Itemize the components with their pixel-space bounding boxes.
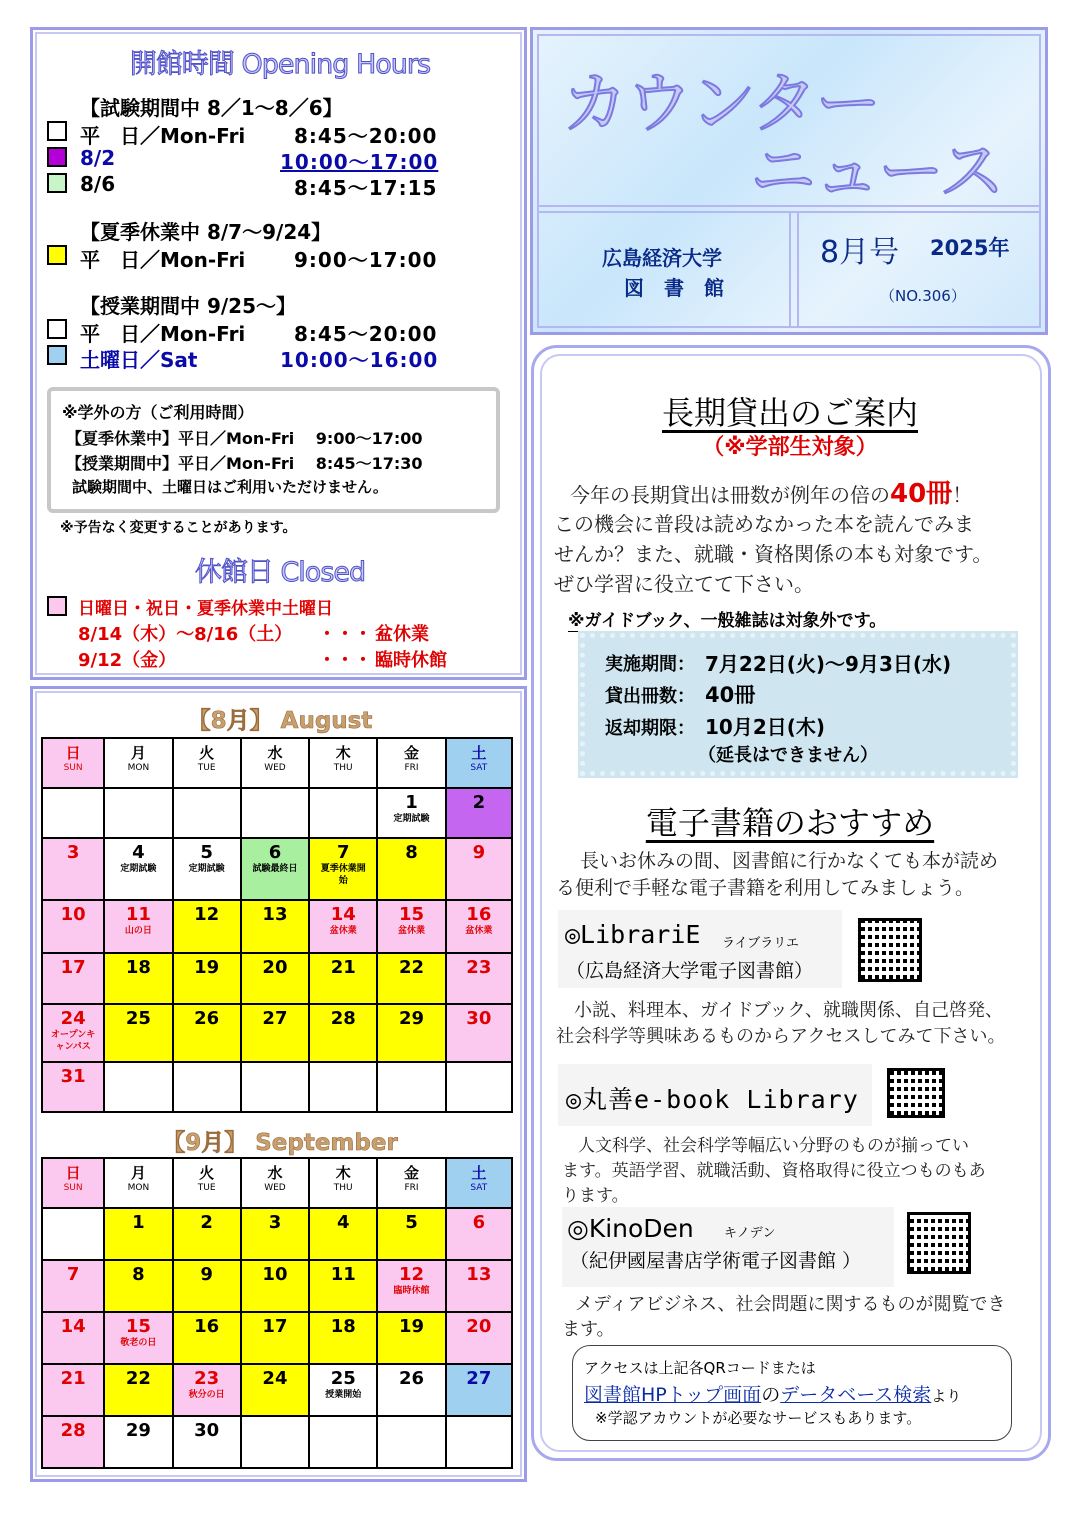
day-number: 13 [262, 904, 288, 925]
calendar-day [241, 1364, 309, 1416]
day-label: 盆休業 [398, 926, 426, 936]
calendar-day [173, 1364, 241, 1416]
swatch-yellow [47, 245, 67, 265]
day-number: 16 [466, 904, 492, 925]
org-library: 図 書 館 [624, 276, 724, 300]
closed-line3-reason: 臨時休館 [375, 650, 447, 671]
weekday-jp: 水 [267, 1164, 283, 1182]
kinoden-qr-code[interactable] [907, 1212, 971, 1274]
calendar-day [446, 1312, 512, 1364]
exam-8-2-label: 8/2 [80, 146, 116, 170]
loan-period: 7月22日(火)～9月3日(水) [705, 652, 952, 676]
day-number: 15 [398, 904, 425, 925]
day-number: 12 [194, 904, 220, 925]
calendar-day [42, 1062, 104, 1112]
loan-due: 10月2日(木) [705, 715, 826, 739]
maruzen-desc-3: ります。 [562, 1186, 629, 1206]
summer-heading: 【夏季休業中 8/7～9/24】 [80, 220, 332, 244]
calendar-day [241, 900, 309, 953]
exam-weekday-time: 8:45～20:00 [294, 124, 438, 148]
calendar-day [377, 953, 445, 1004]
day-number: 11 [125, 904, 151, 925]
calendar-day [42, 1416, 104, 1468]
swatch-pink [47, 596, 67, 616]
day-label: 試験最終日 [252, 864, 298, 874]
closed-title: 休館日 Closed [194, 557, 366, 588]
database-search-link[interactable]: データベース検索 [780, 1384, 932, 1406]
calendar-day [173, 1260, 241, 1312]
issue-year: 2025年 [930, 236, 1010, 260]
calendar-day [377, 1260, 445, 1312]
ebook-intro-2: る便利で手軽な電子書籍を利用してみましょう。 [556, 877, 975, 899]
class-weekday-label: 平 日／Mon-Fri [80, 322, 246, 346]
weekday-header [377, 738, 445, 788]
day-number: 7 [336, 842, 350, 863]
summer-weekday-time: 9:00～17:00 [294, 248, 438, 272]
calendar-day [173, 1208, 241, 1260]
issue-number: （NO.306） [880, 287, 966, 305]
day-label: 山の日 [124, 926, 152, 936]
weekday-header [104, 1158, 172, 1208]
calendar-day [377, 1364, 445, 1416]
calendar-day [309, 1364, 377, 1416]
calendar-day [377, 1416, 445, 1468]
loan-para-4: ぜひ学習に役立てて下さい。 [554, 572, 814, 596]
exam-period-heading: 【試験期間中 8／1～8／6】 [80, 96, 343, 120]
day-number: 14 [60, 1316, 86, 1337]
day-number: 5 [405, 1212, 418, 1233]
title-line2: ニュース [750, 133, 1003, 210]
calendar-day [309, 953, 377, 1004]
weekday-jp: 水 [267, 744, 283, 762]
day-number: 28 [330, 1008, 356, 1029]
swatch-white-2 [47, 319, 67, 339]
day-number: 3 [268, 1212, 282, 1233]
calendar-day [173, 953, 241, 1004]
day-label: 秋分の日 [188, 1390, 225, 1400]
calendar-day [446, 1062, 512, 1112]
day-label: 盆休業 [465, 926, 493, 936]
loan-period-label: 実施期間： [605, 654, 695, 675]
day-number: 8 [132, 1264, 145, 1285]
calendar-day [42, 838, 104, 900]
day-label: 臨時休館 [393, 1286, 430, 1296]
calendar-day [241, 1062, 309, 1112]
day-number: 28 [60, 1420, 86, 1441]
closed-line1: 日曜日・祝日・夏季休業中土曜日 [78, 599, 333, 619]
day-number: 1 [405, 792, 418, 813]
org-name: 広島経済大学 [602, 246, 722, 270]
access-line2 [584, 1380, 961, 1407]
day-number: 6 [268, 842, 282, 863]
day-number: 4 [336, 1212, 350, 1233]
calendar-day [241, 1260, 309, 1312]
calendar-day [309, 1260, 377, 1312]
day-number: 12 [398, 1264, 425, 1285]
day-number: 26 [194, 1008, 220, 1029]
class-heading: 【授業期間中 9/25～】 [80, 294, 297, 318]
loan-due-note: （延長はできません） [698, 745, 878, 766]
class-sat-label: 土曜日／Sat [80, 348, 198, 372]
day-number: 18 [125, 957, 151, 978]
day-label: 定期試験 [188, 864, 225, 874]
kinoden-kana: キノデン [724, 1226, 776, 1241]
weekday-jp: 木 [335, 1164, 351, 1182]
september-calendar [41, 1157, 513, 1469]
ebook-title: 電子書籍のおすすめ [645, 804, 935, 842]
weekday-header [309, 738, 377, 788]
librarie-desc-2: 社会科学等興味あるものからアクセスしてみて下さい。 [556, 1026, 1006, 1047]
day-number: 20 [262, 957, 288, 978]
weekday-header [241, 738, 309, 788]
calendar-day [377, 838, 445, 900]
calendar-day [104, 1364, 172, 1416]
calendar-day [42, 788, 104, 838]
librarie-kana: ライブラリエ [722, 936, 799, 951]
weekday-header [104, 738, 172, 788]
loan-exclusion-note: ※ガイドブック、一般雑誌は対象外です。 [568, 606, 896, 632]
day-number: 10 [262, 1264, 288, 1285]
access-end: より [931, 1387, 962, 1405]
calendar-day [241, 788, 309, 838]
access-line3: ※学認アカウントが必要なサービスもあります。 [595, 1409, 922, 1427]
class-sat-time: 10:00～16:00 [280, 348, 439, 372]
librarie-qr-code[interactable] [858, 918, 922, 982]
closed-line3-dots: ・・・・ [318, 650, 390, 671]
kinoden-desc-1: メディアビジネス、社会問題に関するものが閲覧でき [575, 1294, 1006, 1315]
day-label: 授業開始 [325, 1390, 362, 1400]
calendar-day [104, 1312, 172, 1364]
weekday-en: MON [127, 1183, 150, 1193]
weekday-jp: 金 [404, 744, 420, 762]
swatch-white [47, 121, 67, 141]
calendar-day [377, 1312, 445, 1364]
calendar-day [377, 1062, 445, 1112]
calendar-day [104, 1208, 172, 1260]
calendar-day [309, 1062, 377, 1112]
calendar-day [446, 900, 512, 953]
weekday-header [377, 1158, 445, 1208]
outside-users-line3: 試験期間中、土曜日はご利用いただけません。 [72, 478, 388, 496]
weekday-jp: 土 [471, 744, 487, 762]
day-number: 29 [398, 1008, 425, 1029]
calendar-day [104, 1004, 172, 1062]
day-number: 19 [194, 957, 220, 978]
access-mid: の [761, 1384, 781, 1406]
day-number: 6 [472, 1212, 486, 1233]
maruzen-desc-1: 人文科学、社会科学等幅広い分野のものが揃ってい [578, 1136, 969, 1156]
day-number: 1 [132, 1212, 145, 1233]
day-number: 25 [330, 1368, 356, 1389]
day-number: 18 [330, 1316, 356, 1337]
calendar-day [104, 1416, 172, 1468]
day-label: 盆休業 [329, 926, 357, 936]
weekday-en: SUN [63, 763, 83, 773]
weekday-header [241, 1158, 309, 1208]
swatch-violet [47, 147, 67, 167]
calendar-day [104, 788, 172, 838]
day-number: 8 [405, 842, 418, 863]
weekday-jp: 日 [65, 1164, 81, 1182]
calendar-day [173, 1062, 241, 1112]
day-number: 2 [200, 1212, 213, 1233]
calendar-day [42, 953, 104, 1004]
weekday-en: WED [264, 1183, 286, 1193]
weekday-jp: 金 [404, 1164, 420, 1182]
day-number: 22 [398, 957, 425, 978]
calendar-day [241, 838, 309, 900]
swatch-sky [47, 345, 67, 365]
calendar-day [309, 900, 377, 953]
day-number: 21 [330, 957, 356, 978]
exam-8-2-time: 10:00～17:00 [280, 150, 439, 174]
weekday-header [309, 1158, 377, 1208]
calendar-day [446, 1416, 512, 1468]
weekday-en: THU [333, 1183, 353, 1193]
loan-due-label: 返却期限： [605, 718, 695, 739]
librarie-desc-1: 小説、料理本、ガイドブック、就職関係、自己啓発、 [574, 1000, 1003, 1021]
calendar-day [446, 1260, 512, 1312]
calendar-day [173, 1004, 241, 1062]
day-number: 9 [200, 1264, 213, 1285]
day-number: 17 [262, 1316, 288, 1337]
loan-para-2: この機会に普段は読めなかった本を読んでみま [554, 512, 974, 536]
outside-users-line2: 【授業期間中】平日／Mon-Fri 8:45～17:30 [66, 454, 423, 473]
day-number: 10 [60, 904, 86, 925]
calendar-day [446, 838, 512, 900]
calendar-day [377, 788, 445, 838]
calendar-day [173, 1312, 241, 1364]
weekday-en: TUE [197, 1183, 216, 1193]
kinoden-name: ◎KinoDen [567, 1214, 694, 1243]
day-number: 24 [262, 1368, 288, 1389]
swatch-green [47, 173, 67, 193]
day-label: 夏季休業開始 [320, 864, 366, 886]
loan-para-1 [570, 480, 972, 510]
weekday-header [42, 738, 104, 788]
closed-line2-dots: ・・・・ [318, 624, 390, 645]
loan-count-highlight: 40冊 [890, 479, 953, 509]
calendar-day [446, 1004, 512, 1062]
day-number: 21 [60, 1368, 86, 1389]
day-label: オープンキャンパス [51, 1030, 96, 1052]
calendar-day [377, 900, 445, 953]
day-number: 31 [60, 1066, 86, 1087]
weekday-en: THU [333, 763, 353, 773]
closed-line2-reason: 盆休業 [375, 624, 429, 645]
day-number: 17 [60, 957, 86, 978]
calendar-day [241, 1004, 309, 1062]
weekday-header [173, 1158, 241, 1208]
calendar-day [446, 788, 512, 838]
calendar-day [42, 900, 104, 953]
day-number: 22 [125, 1368, 151, 1389]
weekday-jp: 火 [199, 744, 215, 762]
calendar-day [173, 1416, 241, 1468]
calendar-day [173, 900, 241, 953]
calendar-day [173, 838, 241, 900]
calendar-day [309, 1208, 377, 1260]
calendar-day [309, 1416, 377, 1468]
day-number: 25 [125, 1008, 151, 1029]
day-number: 30 [194, 1420, 220, 1441]
day-number: 19 [398, 1316, 425, 1337]
weekday-jp: 月 [130, 744, 146, 762]
librarie-subtitle: （広島経済大学電子図書館） [566, 960, 814, 982]
calendar-day [42, 1208, 104, 1260]
change-notice: ※予告なく変更することがあります。 [60, 520, 297, 536]
august-calendar [41, 737, 513, 1113]
day-number: 14 [330, 904, 356, 925]
weekday-jp: 日 [65, 744, 81, 762]
day-number: 5 [200, 842, 213, 863]
weekday-en: MON [127, 763, 150, 773]
day-number: 16 [194, 1316, 220, 1337]
calendar-day [446, 1208, 512, 1260]
closed-line3-date: 9/12（金） [78, 650, 177, 671]
weekday-en: SUN [63, 1183, 83, 1193]
calendar-day [241, 1416, 309, 1468]
weekday-en: SAT [470, 763, 488, 773]
library-hp-top-link[interactable]: 図書館HPトップ画面 [584, 1384, 762, 1406]
weekday-header [446, 1158, 512, 1208]
day-label: 定期試験 [393, 814, 430, 824]
calendar-day [446, 1364, 512, 1416]
day-number: 27 [466, 1368, 492, 1389]
calendar-day [241, 953, 309, 1004]
calendar-day [42, 1364, 104, 1416]
calendar-day [446, 953, 512, 1004]
maruzen-desc-2: ます。英語学習、就職活動、資格取得に役立つものもあ [562, 1161, 986, 1181]
calendar-day [309, 1004, 377, 1062]
calendar-day [377, 1208, 445, 1260]
day-number: 4 [132, 842, 145, 863]
calendar-day [42, 1004, 104, 1062]
ebook-intro-1: 長いお休みの間、図書館に行かなくても本が読め [580, 850, 999, 872]
day-number: 30 [466, 1008, 492, 1029]
day-number: 15 [125, 1316, 151, 1337]
loan-para-3: せんか？また、就職・資格関係の本も対象です。 [554, 542, 993, 566]
weekday-jp: 月 [130, 1164, 146, 1182]
title-line1: カウンター [562, 65, 880, 142]
day-number: 3 [66, 842, 80, 863]
calendar-day [173, 788, 241, 838]
september-title: 【9月】 September [162, 1130, 398, 1156]
day-number: 24 [60, 1008, 86, 1029]
kinoden-desc-2: ます。 [562, 1319, 615, 1340]
day-number: 20 [466, 1316, 492, 1337]
day-number: 13 [466, 1264, 492, 1285]
calendar-day [104, 838, 172, 900]
day-number: 29 [125, 1420, 151, 1441]
august-title: 【8月】 August [187, 708, 373, 734]
calendar-day [42, 1312, 104, 1364]
calendar-day [104, 953, 172, 1004]
loan-count-label: 貸出冊数： [605, 686, 695, 707]
day-number: 23 [466, 957, 492, 978]
summer-weekday-label: 平 日／Mon-Fri [80, 248, 246, 272]
outside-users-line1: 【夏季休業中】平日／Mon-Fri 9:00～17:00 [66, 429, 423, 448]
day-number: 11 [330, 1264, 356, 1285]
day-number: 7 [66, 1264, 80, 1285]
class-weekday-time: 8:45～20:00 [294, 322, 438, 346]
weekday-en: SAT [470, 1183, 488, 1193]
calendar-day [309, 1312, 377, 1364]
weekday-en: TUE [197, 763, 216, 773]
exam-weekday-label: 平 日／Mon-Fri [80, 124, 246, 148]
weekday-jp: 木 [335, 744, 351, 762]
access-line1: アクセスは上記各QRコードまたは [584, 1359, 816, 1377]
opening-hours-title: 開館時間 Opening Hours [129, 49, 431, 80]
loan-count: 40冊 [705, 683, 756, 707]
day-label: 定期試験 [120, 864, 157, 874]
weekday-en: WED [264, 763, 286, 773]
day-number: 27 [262, 1008, 288, 1029]
weekday-en: FRI [404, 763, 419, 773]
issue-month: 8月号 [820, 235, 900, 270]
loan-subtitle: （※学部生対象） [702, 435, 878, 460]
day-number: 2 [472, 792, 486, 813]
maruzen-qr-code[interactable] [887, 1068, 945, 1118]
weekday-header [42, 1158, 104, 1208]
exam-8-6-time: 8:45～17:15 [294, 176, 438, 200]
kinoden-subtitle: （紀伊國屋書店学術電子図書館 ） [570, 1250, 862, 1272]
day-number: 23 [194, 1368, 220, 1389]
calendar-day [104, 900, 172, 953]
weekday-jp: 土 [471, 1164, 487, 1182]
calendar-day [309, 838, 377, 900]
librarie-name: ◎LibrariE [565, 920, 701, 949]
calendar-day [104, 1260, 172, 1312]
calendar-day [241, 1312, 309, 1364]
day-number: 26 [398, 1368, 425, 1389]
loan-title: 長期貸出のご案内 [661, 394, 918, 432]
day-label: 敬老の日 [120, 1338, 157, 1348]
calendar-day [42, 1260, 104, 1312]
exam-8-6-label: 8/6 [80, 172, 116, 196]
calendar-day [377, 1004, 445, 1062]
calendar-day [241, 1208, 309, 1260]
weekday-header [173, 738, 241, 788]
outside-users-title: ※学外の方（ご利用時間） [62, 403, 254, 422]
calendar-day [309, 788, 377, 838]
loan-para-1c: ！ [952, 483, 973, 507]
calendar-day [104, 1062, 172, 1112]
closed-line2-date: 8/14（木）～8/16（土） [78, 624, 293, 645]
maruzen-name: ◎丸善e-book Library [566, 1085, 859, 1114]
weekday-jp: 火 [199, 1164, 215, 1182]
title-divider-v [789, 211, 799, 328]
weekday-en: FRI [404, 1183, 419, 1193]
day-number: 9 [472, 842, 486, 863]
weekday-header [446, 738, 512, 788]
loan-para-1a: 今年の長期貸出は冊数が例年の倍の [570, 483, 890, 507]
